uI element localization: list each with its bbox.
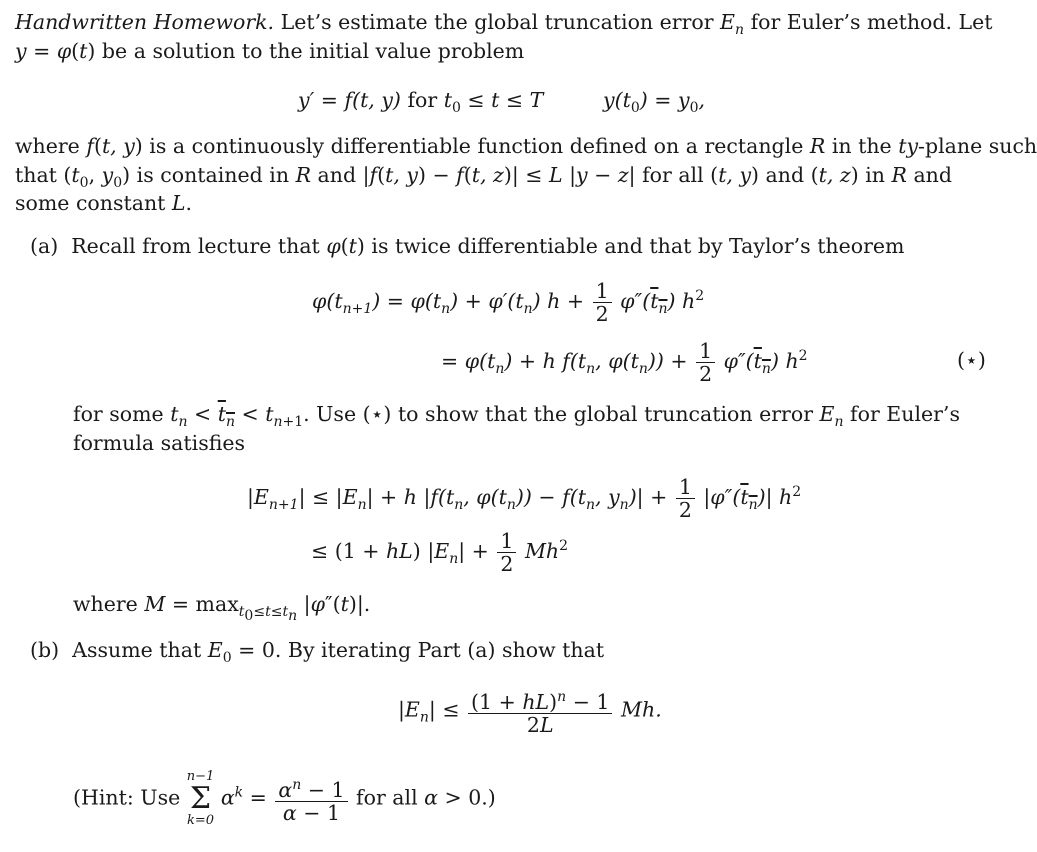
intro-line-3: where f(t, y) is a continuously differentiable function defined on a rectangle R in the ty-plane such <box>15 134 1037 158</box>
ivp-initial-condition: $y(t_0) = y_0$, <box>603 88 706 117</box>
taylor-equation-1: $\varphi(t_{n+1}) = \varphi(t_n) + \varphi'(t_n) h$ + $\frac{1}{2}$ $\varphi''(t_n)$ $h^2$ <box>312 279 705 326</box>
part-a-text-1: (a) Recall from lecture that φ(t) is twice differentiable and that by Taylor’s theorem <box>30 234 905 258</box>
ivp-equation: y′ = f(t, y) for $t_0 \le t \le T$ <box>298 88 544 117</box>
intro-line-4: that ($t_0$, $y_0$) is contained in R and |f(t, y) − f(t, z)| ≤ L |y − z| for all (t, y) and (t, z) in R and <box>15 163 953 192</box>
part-a-text-2: for some $t_n < t_n < t_{n+1}$. Use (⋆) to show that the global truncation error $E_n$ for Euler’s <box>73 402 960 431</box>
taylor-equation-2: = $\varphi(t_n) + h$ $f(t_n$, $\varphi(t_n)$) + $\frac{1}{2}$ $\varphi''(t_n)$ $h^2$ <box>441 339 808 386</box>
part-b-hint: (Hint: Use n−1 Σ k=0 $\alpha^k$ = $\frac{\alpha^n - 1}{\alpha - 1}$ for all α > 0.) <box>73 769 496 828</box>
intro-line-2: y = φ(t) be a solution to the initial value problem <box>15 39 525 63</box>
part-b-text-1: (b) Assume that $E_0 = 0$. By iterating Part (a) show that <box>30 638 605 667</box>
part-a-where: where $M = \max_{t_0\le t\le t_n} |\varphi''(t)|$. <box>73 592 371 624</box>
homework-label: Handwritten Homework. <box>15 10 275 34</box>
part-a-text-3: formula satisfies <box>73 431 246 455</box>
part-b-result: $|E_n|$ ≤ $\frac{(1 + hL)^n - 1}{2L}$ Mh. <box>398 686 662 736</box>
intro-line-5: some constant L. <box>15 191 193 215</box>
equation-tag-star: (⋆) <box>957 348 986 372</box>
error-inequality-1: $|E_{n+1}| \le |E_n| + h$ $|f(t_n$, $\varphi(t_n)) - f(t_n$, $y_n)|$ + $\frac{1}{2}$ $|\varphi''(t_n)|$ $h^2$ <box>247 475 802 522</box>
summation-symbol: n−1 Σ k=0 <box>186 769 215 828</box>
intro-line-1: Handwritten Homework. Let’s estimate the global truncation error $E_n$ for Euler’s method. Let <box>15 10 993 39</box>
error-inequality-2: ≤ (1 + hL) $|E_n|$ + $\frac{1}{2}$ Mh$^2$ <box>311 529 569 576</box>
